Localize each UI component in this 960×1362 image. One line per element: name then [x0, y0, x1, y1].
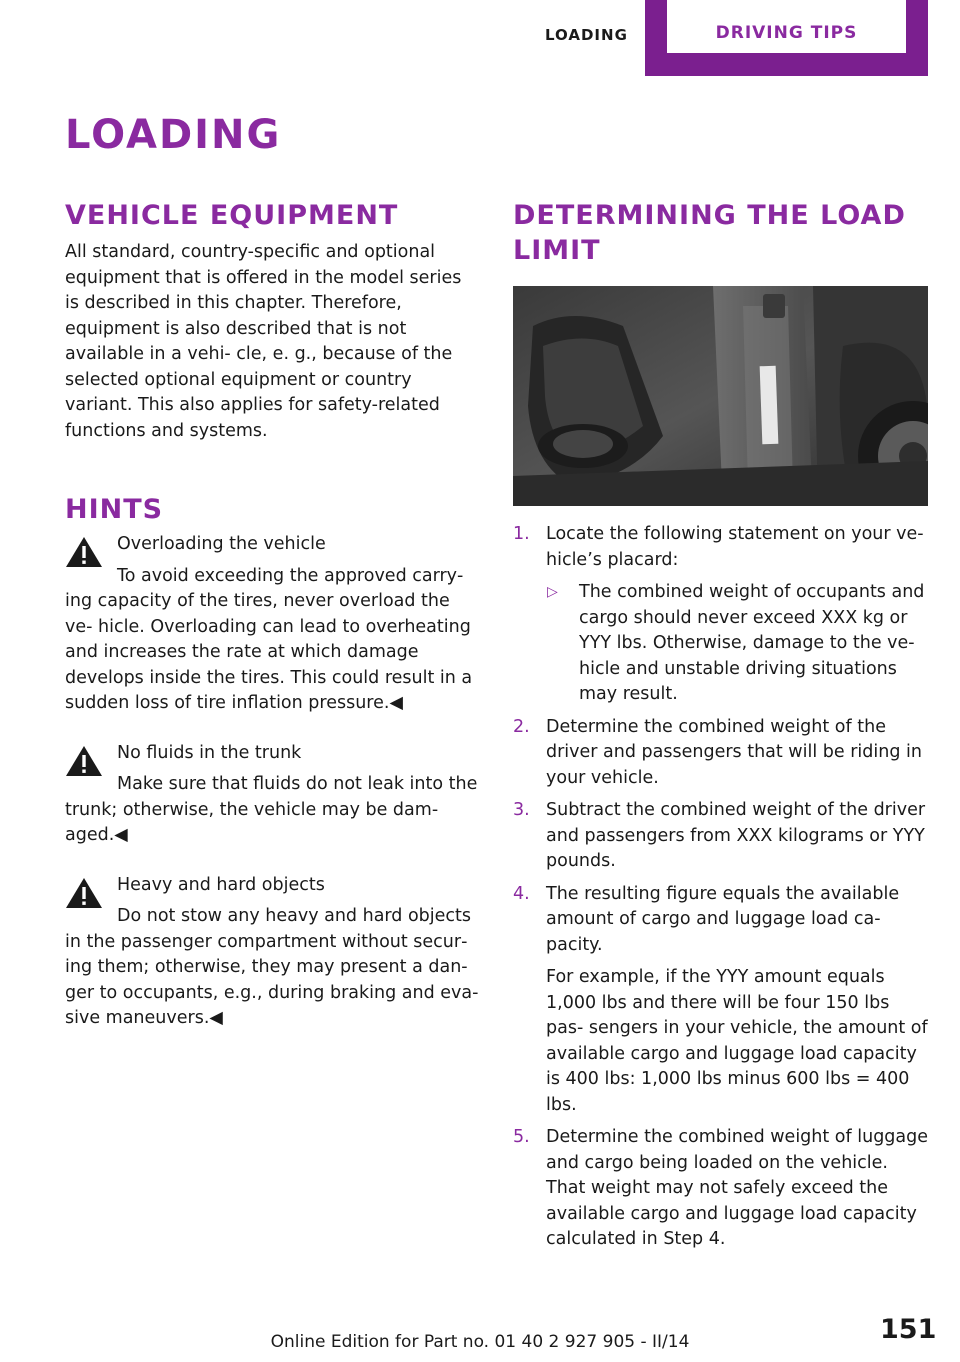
door-sill-placard-photo [513, 286, 928, 506]
vehicle-equipment-text: All standard, country-specific and optional equipment that is offered in the model series is described in this chapter. Therefore, equipment is also described that is not available in a vehi‐ cle, e. g., because of the selected optional equipment or country variant. This also applies for safety-related functions and systems. [65, 242, 462, 441]
warning-text: Do not stow any heavy and hard objects in the passenger compartment without secur‐ ing them; otherwise, they may present a dan‐ ger to occupants, e.g., during braking and eva‐ sive maneuvers.◀ [65, 906, 479, 1028]
header-tab [645, 0, 928, 76]
warning-triangle-icon [65, 877, 103, 909]
header-tab-label: DRIVING TIPS [715, 23, 858, 43]
sub-list-item: ▷ The combined weight of occupants and cargo should never exceed XXX kg or YYY lbs. Otherwise, damage to the ve‐ hicle and unstable driving situations may result. [547, 582, 925, 704]
left-column [65, 198, 480, 1032]
list-item: 1. Locate the following statement on your ve‐ hicle’s placard: ▷ The combined weight of occupants and cargo should never exceed XXX kg or YYY lbs. Otherwise, damage to the ve‐ hicle and unstable driving situations may result. [513, 522, 928, 708]
warning-overloading [65, 532, 480, 717]
header-section-label: LOADING [545, 26, 628, 44]
warning-text: Make sure that fluids do not leak into the trunk; otherwise, the vehicle may be dam‐ aged.◀ [65, 774, 478, 845]
load-limit-steps [513, 522, 928, 1253]
warning-triangle-icon [65, 536, 103, 568]
triangle-bullet-icon: ▷ [547, 584, 558, 600]
list-item: 2. Determine the combined weight of the driver and passengers that will be riding in your vehicle. [513, 716, 922, 788]
warning-heavy-objects [65, 873, 480, 1032]
list-item: 5. Determine the combined weight of luggage and cargo being loaded on the vehicle. That weight may not safely exceed the available cargo and luggage load capacity calculated in Step 4. [513, 1127, 929, 1249]
load-limit-heading: DETERMINING THE LOAD LIMIT [513, 200, 906, 266]
warning-title: Heavy and hard objects [117, 874, 325, 895]
hints-heading: HINTS [65, 494, 164, 525]
warning-title: Overloading the vehicle [117, 534, 326, 554]
page-title: LOADING [65, 112, 282, 158]
footer-edition: Online Edition for Part no. 01 40 2 927 905 - II/14 [270, 1332, 690, 1352]
vehicle-equipment-heading: VEHICLE EQUIPMENT [65, 200, 399, 231]
right-column [513, 198, 928, 1260]
step-example: For example, if the YYY amount equals 1,000 lbs and there will be four 150 lbs pas‐ sengers in your vehicle, the amount of available cargo and luggage load capacity is 400 lbs: 1,000 lbs minus 600 lbs = 400 lbs. [546, 967, 928, 1115]
warning-text: To avoid exceeding the approved carry‐ ing capacity of the tires, never overload the ve‐ hicle. Overloading can lead to overheating and increases the rate at which damage develops inside the tires. This could result in a sudden loss of tire inflation pressure.◀ [65, 565, 473, 713]
warning-title: No fluids in the trunk [117, 742, 302, 763]
list-item: 3. Subtract the combined weight of the driver and passengers from XXX kilograms or YYY pounds. [513, 800, 926, 871]
list-item: 4. The resulting figure equals the available amount of cargo and luggage load ca‐ pacity. For example, if the YYY amount equals 1,000 lbs and there will be four 150 lbs pas‐ sengers in your vehicle, the amount of available cargo and luggage load capacity is 400 lbs: 1,000 lbs minus 600 lbs = 400 lbs. [513, 882, 928, 1119]
warning-triangle-icon [65, 745, 103, 777]
page-number: 151 [880, 1314, 937, 1345]
warning-fluids [65, 741, 480, 849]
